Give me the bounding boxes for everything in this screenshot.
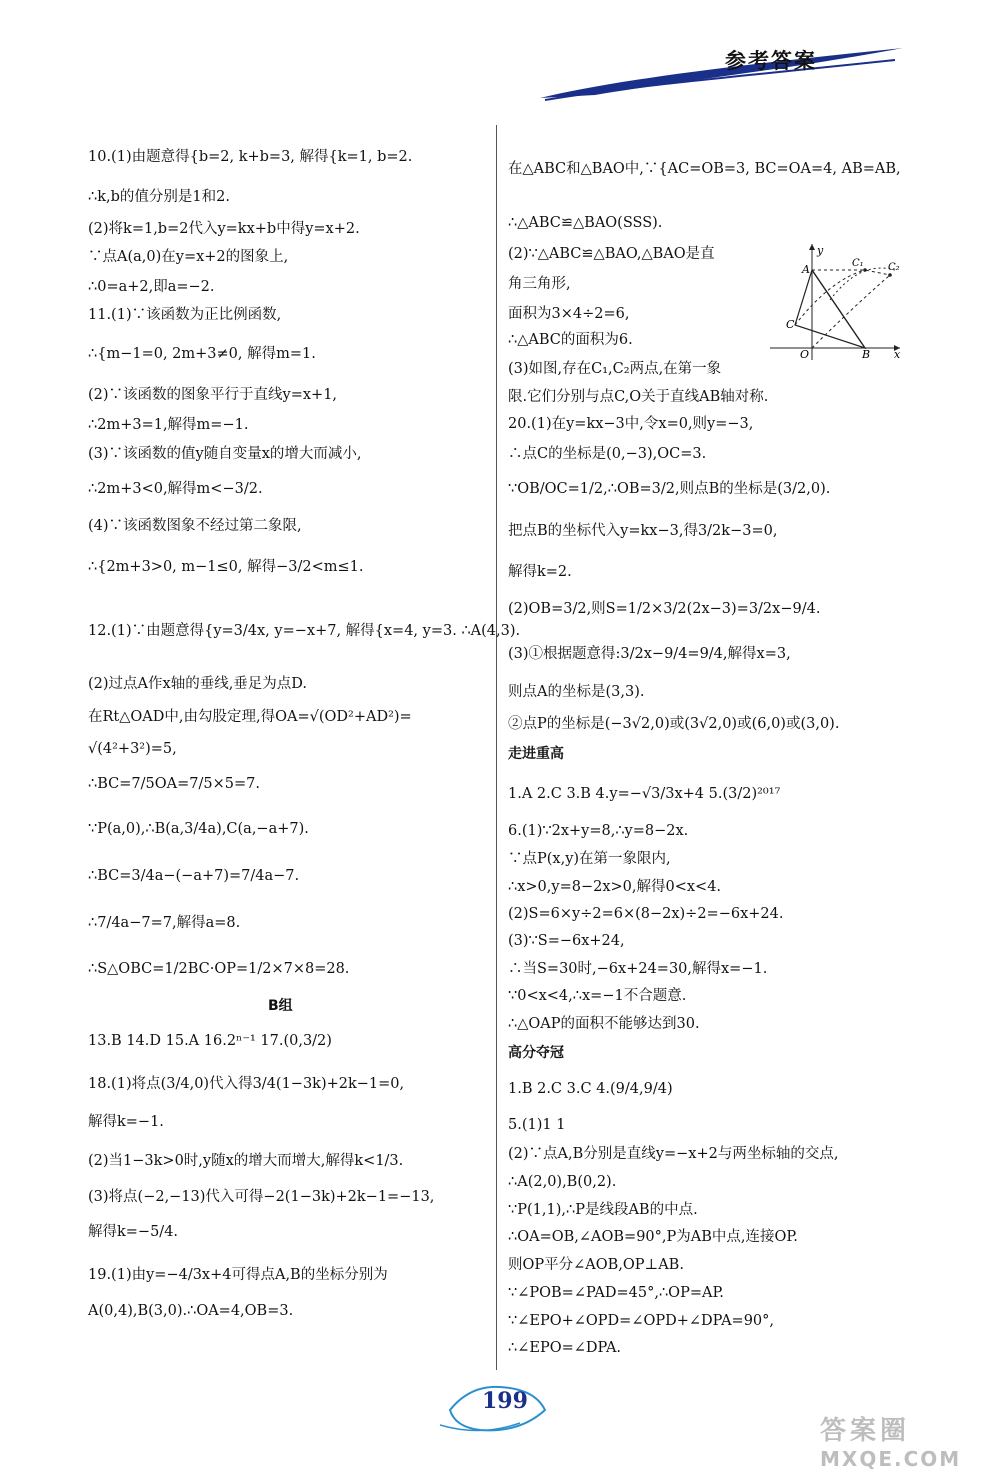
section-heading: B组 — [268, 998, 293, 1014]
text-line: (2)OB=3/2,则S=1/2×3/2(2x−3)=3/2x−9/4. — [508, 601, 821, 617]
text-line: ∴S△OBC=1/2BC·OP=1/2×7×8=28. — [88, 961, 350, 977]
header-title: 参考答案 — [725, 49, 817, 73]
label-C1: C₁ — [852, 258, 864, 269]
text-line: (3)①根据题意得:3/2x−9/4=9/4,解得x=3, — [508, 646, 791, 662]
text-line: ∴{m−1=0, 2m+3≠0, 解得m=1. — [88, 346, 316, 362]
text-line: ∴当S=30时,−6x+24=30,解得x=−1. — [508, 961, 768, 977]
text-line: ∴7/4a−7=7,解得a=8. — [88, 915, 241, 931]
text-line: ∴k,b的值分别是1和2. — [88, 189, 230, 205]
text-line: ②点P的坐标是(−3√2,0)或(3√2,0)或(6,0)或(3,0). — [508, 716, 840, 732]
text-line: ∵点A(a,0)在y=x+2的图象上, — [88, 249, 289, 265]
section-heading: 走进重高 — [508, 746, 564, 762]
text-line: ∴2m+3=1,解得m=−1. — [88, 417, 249, 433]
text-line: ∴2m+3<0,解得m<−3/2. — [88, 481, 263, 497]
watermark — [820, 1410, 990, 1470]
text-line: ∴x>0,y=8−2x>0,解得0<x<4. — [508, 879, 722, 895]
text-line: (2)将k=1,b=2代入y=kx+b中得y=x+2. — [88, 221, 360, 237]
watermark-logo: 答案圈 — [820, 1416, 911, 1446]
text-line: 则点A的坐标是(3,3). — [508, 684, 645, 700]
text-line: 18.(1)将点(3/4,0)代入得3/4(1−3k)+2k−1=0, — [88, 1076, 405, 1092]
text-line: 5.(1)1 1 — [508, 1117, 566, 1133]
text-line: 12.(1)∵由题意得{y=3/4x, y=−x+7, 解得{x=4, y=3. ∴A(4,3). — [88, 623, 521, 639]
page-number: 199 — [482, 1388, 528, 1414]
header-swoosh — [535, 40, 905, 102]
text-line: (2)过点A作x轴的垂线,垂足为点D. — [88, 676, 308, 692]
label-A: A — [802, 263, 810, 276]
text-line: ∴△OAP的面积不能够达到30. — [508, 1016, 700, 1032]
label-O: O — [800, 348, 810, 360]
text-line: 在Rt△OAD中,由勾股定理,得OA=√(OD²+AD²)= — [88, 709, 412, 725]
text-line: 限.它们分别与点C,O关于直线AB轴对称. — [508, 389, 769, 405]
text-line: (2)当1−3k>0时,y随x的增大而增大,解得k<1/3. — [88, 1153, 404, 1169]
text-line: ∵∠POB=∠PAD=45°,∴OP=AP. — [508, 1285, 724, 1301]
text-line: 6.(1)∵2x+y=8,∴y=8−2x. — [508, 823, 689, 839]
text-line: (3)将点(−2,−13)代入可得−2(1−3k)+2k−1=−13, — [88, 1189, 435, 1205]
text-line: (2)S=6×y÷2=6×(8−2x)÷2=−6x+24. — [508, 906, 784, 922]
text-line: 10.(1)由题意得{b=2, k+b=3, 解得{k=1, b=2. — [88, 149, 413, 165]
text-line: √(4²+3²)=5, — [88, 741, 177, 757]
text-line: ∴{2m+3>0, m−1≤0, 解得−3/2<m≤1. — [88, 559, 364, 575]
label-x: x — [894, 348, 901, 360]
text-line: ∵0<x<4,∴x=−1不合题意. — [508, 988, 687, 1004]
text-line: ∴0=a+2,即a=−2. — [88, 279, 215, 295]
text-line: 在△ABC和△BAO中,∵{AC=OB=3, BC=OA=4, AB=AB, — [508, 161, 901, 177]
text-line: A(0,4),B(3,0).∴OA=4,OB=3. — [88, 1303, 294, 1319]
text-line: 11.(1)∵该函数为正比例函数, — [88, 307, 282, 323]
text-line: 20.(1)在y=kx−3中,令x=0,则y=−3, — [508, 416, 754, 432]
text-line: 1.B 2.C 3.C 4.(9/4,9/4) — [508, 1081, 673, 1097]
text-line: ∴BC=7/5OA=7/5×5=7. — [88, 776, 260, 792]
watermark-url: MXQE.COM — [820, 1447, 962, 1471]
text-line: 角三角形, — [508, 276, 571, 292]
text-line: ∵点P(x,y)在第一象限内, — [508, 851, 671, 867]
text-line: 解得k=−5/4. — [88, 1224, 179, 1240]
text-line: ∴△ABC的面积为6. — [508, 332, 633, 348]
label-y: y — [817, 244, 824, 257]
text-line: (3)如图,存在C₁,C₂两点,在第一象 — [508, 361, 722, 377]
coordinate-figure — [770, 240, 905, 360]
text-line: 1.A 2.C 3.B 4.y=−√3/3x+4 5.(3/2)²⁰¹⁷ — [508, 786, 781, 802]
text-line: (2)∵该函数的图象平行于直线y=x+1, — [88, 387, 338, 403]
text-line: ∵P(a,0),∴B(a,3/4a),C(a,−a+7). — [88, 821, 309, 837]
text-line: ∴∠EPO=∠DPA. — [508, 1340, 622, 1356]
label-B: B — [862, 348, 871, 360]
text-line: 13.B 14.D 15.A 16.2ⁿ⁻¹ 17.(0,3/2) — [88, 1033, 332, 1049]
text-line: 则OP平分∠AOB,OP⊥AB. — [508, 1257, 684, 1273]
text-line: ∴点C的坐标是(0,−3),OC=3. — [508, 446, 707, 462]
text-line: ∵OB/OC=1/2,∴OB=3/2,则点B的坐标是(3/2,0). — [508, 481, 831, 497]
text-line: ∴△ABC≌△BAO(SSS). — [508, 215, 663, 231]
text-line: 把点B的坐标代入y=kx−3,得3/2k−3=0, — [508, 523, 778, 539]
text-line: ∴A(2,0),B(0,2). — [508, 1174, 617, 1190]
text-line: 19.(1)由y=−4/3x+4可得点A,B的坐标分别为 — [88, 1267, 388, 1283]
text-line: ∴OA=OB,∠AOB=90°,P为AB中点,连接OP. — [508, 1229, 798, 1245]
text-line: 解得k=2. — [508, 564, 572, 580]
text-line: (3)∵S=−6x+24, — [508, 933, 625, 949]
text-line: (2)∵点A,B分别是直线y=−x+2与两坐标轴的交点, — [508, 1146, 839, 1162]
text-line: ∵P(1,1),∴P是线段AB的中点. — [508, 1202, 698, 1218]
text-line: 面积为3×4÷2=6, — [508, 306, 630, 322]
text-line: (4)∵该函数图象不经过第二象限, — [88, 518, 302, 534]
text-line: ∵∠EPO+∠OPD=∠OPD+∠DPA=90°, — [508, 1313, 775, 1329]
label-C2: C₂ — [888, 262, 900, 273]
label-C: C — [786, 318, 795, 331]
text-line: 解得k=−1. — [88, 1114, 164, 1130]
text-line: (3)∵该函数的值y随自变量x的增大而减小, — [88, 446, 362, 462]
text-line: ∴BC=3/4a−(−a+7)=7/4a−7. — [88, 868, 300, 884]
column-divider — [496, 125, 497, 1370]
section-heading: 高分夺冠 — [508, 1045, 564, 1061]
text-line: (2)∵△ABC≌△BAO,△BAO是直 — [508, 246, 715, 262]
